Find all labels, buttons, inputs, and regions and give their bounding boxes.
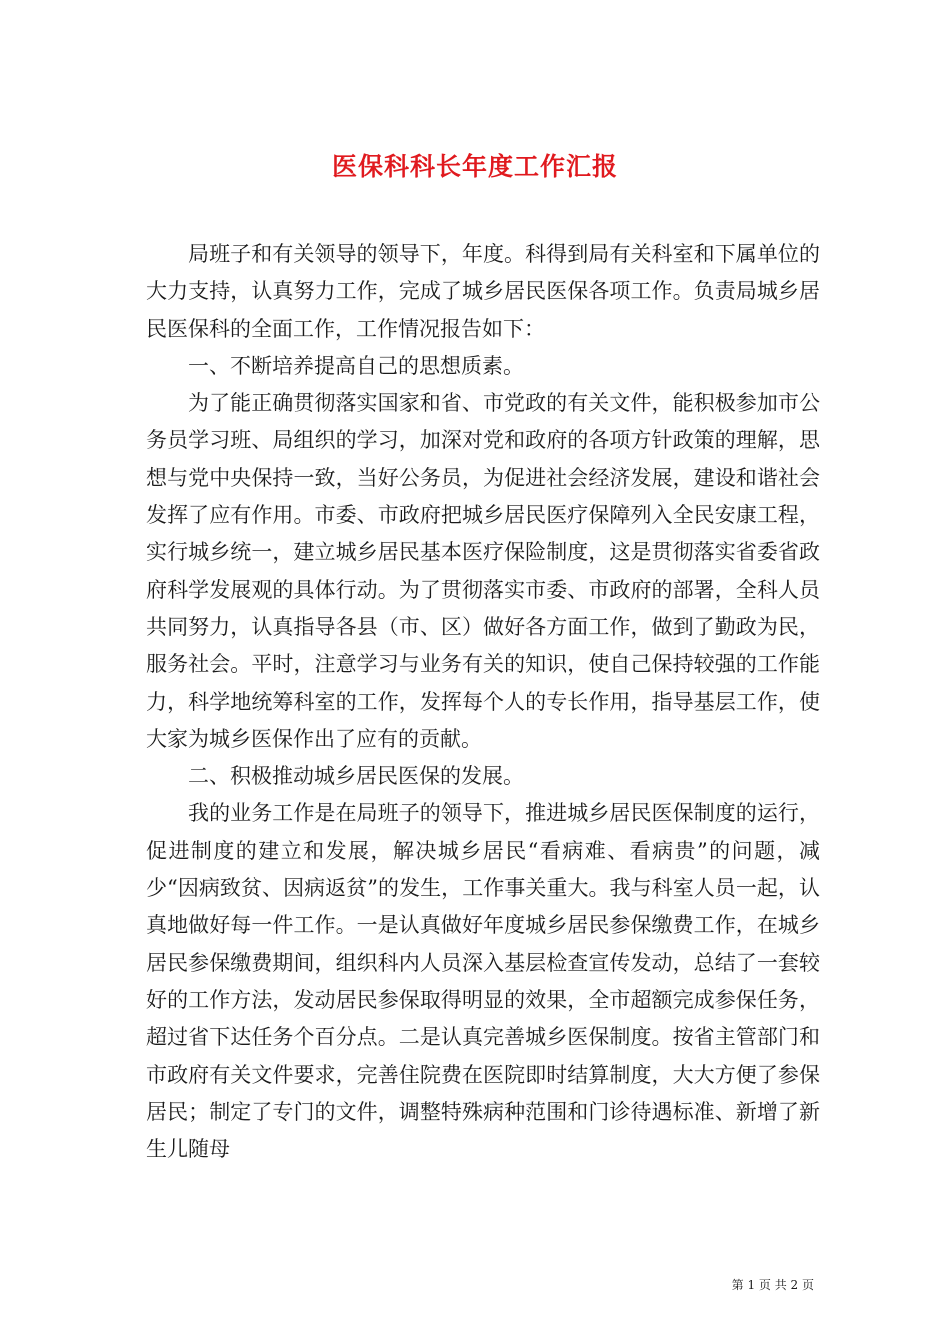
section-heading-1: 一、不断培养提高自己的思想质素。 [188, 353, 524, 378]
paragraph-section-1: 为了能正确贯彻落实国家和省、市党政的有关文件，能积极参加市公务员学习班、局组织的学习，加深对党和政府的各项方针政策的理解，思想与党中央保持一致，当好公务员，为促进社会经济发展，建设和谐社会发挥了应有作用。市委、市政府把城乡居民医疗保障列入全民安康工程，实行城乡统一，建立城乡居民基本医疗保险制度，这是贯彻落实省委省政府科学发展观的具体行动。为了贯彻落实市委、市政府的部署，全科人员共同努力，认真指导各县（市、区）做好各方面工作，做到了勤政为民，服务社会。平时，注意学习与业务有关的知识，使自己保持较强的工作能力，科学地统筹科室的工作，发挥每个人的专长作用，指导基层工作，使大家为城乡医保作出了应有的贡献。 [146, 391, 820, 751]
document-title: 医保科科长年度工作汇报 [331, 151, 618, 181]
document-body [146, 236, 820, 1168]
section-heading-2: 二、积极推动城乡居民医保的发展。 [188, 764, 524, 789]
paragraph-intro: 局班子和有关领导的领导下，年度。科得到局有关科室和下属单位的大力支持，认真努力工作，完成了城乡居民医保各项工作。负责局城乡居民医保科的全面工作，工作情况报告如下： [146, 242, 820, 341]
page-number: 第 1 页 共 2 页 [731, 1278, 814, 1292]
paragraph-section-2: 我的业务工作是在局班子的领导下，推进城乡居民医保制度的运行，促进制度的建立和发展，解决城乡居民“看病难、看病贵”的问题，减少“因病致贫、因病返贫”的发生，工作事关重大。我与科室人员一起，认真地做好每一件工作。一是认真做好年度城乡居民参保缴费工作，在城乡居民参保缴费期间，组织科内人员深入基层检查宣传发动，总结了一套较好的工作方法，发动居民参保取得明显的效果，全市超额完成参保任务，超过省下达任务个百分点。二是认真完善城乡医保制度。按省主管部门和市政府有关文件要求，完善住院费在医院即时结算制度，大大方便了参保居民；制定了专门的文件，调整特殊病种范围和门诊待遇标准、新增了新生儿随母 [146, 801, 820, 1162]
